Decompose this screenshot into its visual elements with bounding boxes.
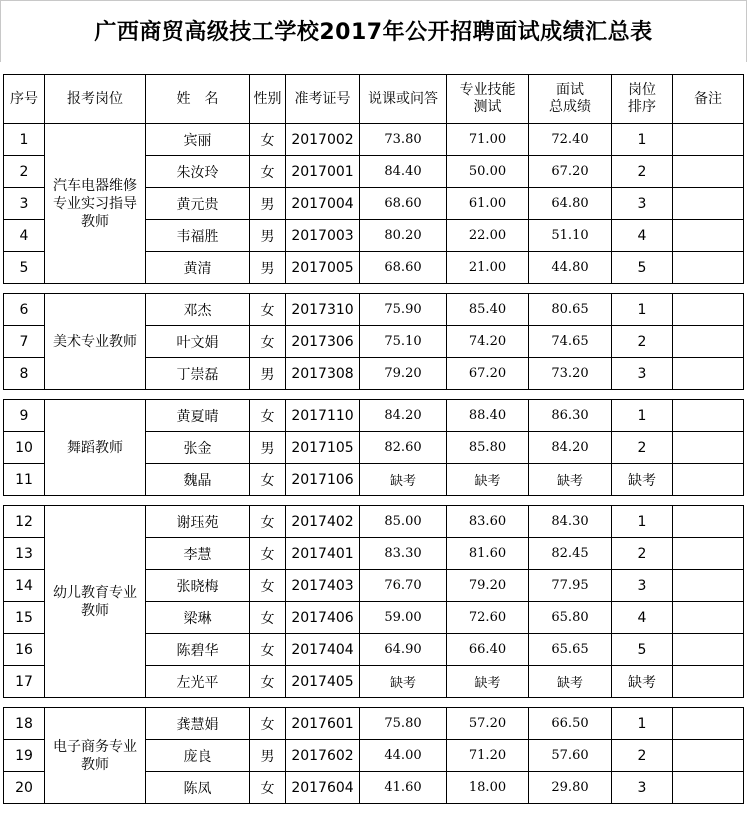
gender-cell: 女	[250, 124, 286, 156]
header-seq: 序号	[4, 75, 45, 124]
rank-cell: 1	[612, 708, 673, 740]
lecture-score-cell: 75.90	[360, 294, 447, 326]
skill-score-cell: 22.00	[447, 220, 529, 252]
position-cell	[45, 400, 146, 496]
skill-score-cell: 缺考	[447, 464, 529, 496]
remarks-cell	[673, 188, 744, 220]
skill-score-cell: 缺考	[447, 666, 529, 698]
seq-cell: 5	[4, 252, 45, 284]
remarks-cell	[673, 506, 744, 538]
rank-cell: 4	[612, 602, 673, 634]
name-cell: 李慧	[146, 538, 250, 570]
gender-cell: 女	[250, 634, 286, 666]
skill-score-cell: 81.60	[447, 538, 529, 570]
rank-cell: 缺考	[612, 666, 673, 698]
skill-score-cell: 57.20	[447, 708, 529, 740]
skill-score-cell: 21.00	[447, 252, 529, 284]
header-remarks: 备注	[673, 75, 744, 124]
skill-score-cell: 71.20	[447, 740, 529, 772]
header-rank-line1: 岗位	[628, 82, 656, 98]
remarks-cell	[673, 666, 744, 698]
remarks-cell	[673, 124, 744, 156]
remarks-cell	[673, 708, 744, 740]
skill-score-cell: 50.00	[447, 156, 529, 188]
position-line: 电子商务专业	[53, 738, 137, 755]
skill-score-cell: 83.60	[447, 506, 529, 538]
exam-no-cell: 2017306	[286, 326, 360, 358]
group-separator	[4, 284, 744, 294]
rank-cell: 2	[612, 432, 673, 464]
lecture-score-cell: 44.00	[360, 740, 447, 772]
name-cell: 丁崇磊	[146, 358, 250, 390]
remarks-cell	[673, 602, 744, 634]
name-cell: 谢珏苑	[146, 506, 250, 538]
seq-cell: 13	[4, 538, 45, 570]
separator-cell	[4, 496, 744, 506]
lecture-score-cell: 80.20	[360, 220, 447, 252]
skill-score-cell: 18.00	[447, 772, 529, 804]
total-score-cell: 57.60	[529, 740, 612, 772]
rank-cell: 缺考	[612, 464, 673, 496]
remarks-cell	[673, 220, 744, 252]
lecture-score-cell: 84.40	[360, 156, 447, 188]
skill-score-cell: 71.00	[447, 124, 529, 156]
separator-cell	[4, 698, 744, 708]
rank-cell: 5	[612, 252, 673, 284]
total-score-cell: 84.30	[529, 506, 612, 538]
exam-no-cell: 2017602	[286, 740, 360, 772]
rank-cell: 1	[612, 124, 673, 156]
name-cell: 宾丽	[146, 124, 250, 156]
name-cell: 朱汝玲	[146, 156, 250, 188]
gender-cell: 男	[250, 358, 286, 390]
page-title: 广西商贸高级技工学校2017年公开招聘面试成绩汇总表	[0, 0, 747, 62]
gender-cell: 男	[250, 252, 286, 284]
rank-cell: 5	[612, 634, 673, 666]
remarks-cell	[673, 358, 744, 390]
total-score-cell: 51.10	[529, 220, 612, 252]
name-cell: 庞良	[146, 740, 250, 772]
total-score-cell: 缺考	[529, 666, 612, 698]
rank-cell: 2	[612, 740, 673, 772]
header-total-line1: 面试	[556, 82, 584, 98]
lecture-score-cell: 64.90	[360, 634, 447, 666]
total-score-cell: 80.65	[529, 294, 612, 326]
gender-cell: 女	[250, 538, 286, 570]
name-cell: 黄元贵	[146, 188, 250, 220]
exam-no-cell: 2017403	[286, 570, 360, 602]
skill-score-cell: 61.00	[447, 188, 529, 220]
position-line: 教师	[81, 213, 109, 230]
lecture-score-cell: 75.80	[360, 708, 447, 740]
name-cell: 陈凤	[146, 772, 250, 804]
lecture-score-cell: 59.00	[360, 602, 447, 634]
skill-score-cell: 85.80	[447, 432, 529, 464]
remarks-cell	[673, 252, 744, 284]
skill-score-cell: 74.20	[447, 326, 529, 358]
seq-cell: 11	[4, 464, 45, 496]
gender-cell: 女	[250, 772, 286, 804]
lecture-score-cell: 缺考	[360, 464, 447, 496]
gender-cell: 男	[250, 432, 286, 464]
position-line: 汽车电器维修	[53, 177, 137, 194]
exam-no-cell: 2017406	[286, 602, 360, 634]
gender-cell: 男	[250, 220, 286, 252]
skill-score-cell: 79.20	[447, 570, 529, 602]
lecture-score-cell: 缺考	[360, 666, 447, 698]
seq-cell: 20	[4, 772, 45, 804]
seq-cell: 7	[4, 326, 45, 358]
total-score-cell: 65.80	[529, 602, 612, 634]
name-cell: 魏晶	[146, 464, 250, 496]
exam-no-cell: 2017604	[286, 772, 360, 804]
seq-cell: 17	[4, 666, 45, 698]
lecture-score-cell: 75.10	[360, 326, 447, 358]
exam-no-cell: 2017310	[286, 294, 360, 326]
table-row	[4, 294, 744, 326]
position-cell	[45, 294, 146, 390]
remarks-cell	[673, 326, 744, 358]
skill-score-cell: 88.40	[447, 400, 529, 432]
rank-cell: 2	[612, 156, 673, 188]
position-cell	[45, 708, 146, 804]
exam-no-cell: 2017402	[286, 506, 360, 538]
seq-cell: 2	[4, 156, 45, 188]
lecture-score-cell: 84.20	[360, 400, 447, 432]
exam-no-cell: 2017106	[286, 464, 360, 496]
position-cell	[45, 124, 146, 284]
remarks-cell	[673, 156, 744, 188]
header-row	[4, 75, 744, 124]
seq-cell: 8	[4, 358, 45, 390]
total-score-cell: 86.30	[529, 400, 612, 432]
seq-cell: 3	[4, 188, 45, 220]
gender-cell: 女	[250, 602, 286, 634]
position-line: 美术专业教师	[53, 333, 137, 350]
header-rank-line2: 排序	[628, 99, 656, 115]
header-skill	[447, 75, 529, 124]
header-exam-no: 准考证号	[286, 75, 360, 124]
exam-no-cell: 2017105	[286, 432, 360, 464]
separator-cell	[4, 390, 744, 400]
name-cell: 左光平	[146, 666, 250, 698]
rank-cell: 2	[612, 326, 673, 358]
name-cell: 龚慧娟	[146, 708, 250, 740]
name-cell: 张晓梅	[146, 570, 250, 602]
lecture-score-cell: 68.60	[360, 252, 447, 284]
name-cell: 韦福胜	[146, 220, 250, 252]
exam-no-cell: 2017401	[286, 538, 360, 570]
total-score-cell: 84.20	[529, 432, 612, 464]
position-line: 专业实习指导	[53, 195, 137, 212]
table-row	[4, 506, 744, 538]
results-table	[3, 74, 744, 804]
total-score-cell: 65.65	[529, 634, 612, 666]
table-row	[4, 124, 744, 156]
header-lecture: 说课或问答	[360, 75, 447, 124]
remarks-cell	[673, 538, 744, 570]
lecture-score-cell: 82.60	[360, 432, 447, 464]
gender-cell: 女	[250, 326, 286, 358]
header-skill-line2: 测试	[473, 99, 502, 115]
total-score-cell: 64.80	[529, 188, 612, 220]
skill-score-cell: 67.20	[447, 358, 529, 390]
gender-cell: 女	[250, 464, 286, 496]
name-cell: 梁琳	[146, 602, 250, 634]
table-row	[4, 708, 744, 740]
header-name: 姓 名	[146, 75, 250, 124]
name-cell: 黄清	[146, 252, 250, 284]
seq-cell: 12	[4, 506, 45, 538]
total-score-cell: 29.80	[529, 772, 612, 804]
rank-cell: 3	[612, 570, 673, 602]
remarks-cell	[673, 772, 744, 804]
gender-cell: 女	[250, 666, 286, 698]
remarks-cell	[673, 570, 744, 602]
lecture-score-cell: 68.60	[360, 188, 447, 220]
header-total-line2: 总成绩	[549, 99, 591, 115]
header-skill-line1: 专业技能	[459, 82, 516, 98]
position-line: 舞蹈教师	[67, 439, 123, 456]
header-position: 报考岗位	[45, 75, 146, 124]
group-separator	[4, 698, 744, 708]
exam-no-cell: 2017110	[286, 400, 360, 432]
position-line: 幼儿教育专业	[53, 584, 137, 601]
exam-no-cell: 2017001	[286, 156, 360, 188]
name-cell: 黄夏晴	[146, 400, 250, 432]
name-cell: 陈碧华	[146, 634, 250, 666]
exam-no-cell: 2017404	[286, 634, 360, 666]
gender-cell: 女	[250, 294, 286, 326]
exam-no-cell: 2017005	[286, 252, 360, 284]
seq-cell: 18	[4, 708, 45, 740]
remarks-cell	[673, 634, 744, 666]
gender-cell: 女	[250, 708, 286, 740]
gender-cell: 男	[250, 188, 286, 220]
seq-cell: 16	[4, 634, 45, 666]
lecture-score-cell: 76.70	[360, 570, 447, 602]
seq-cell: 15	[4, 602, 45, 634]
skill-score-cell: 85.40	[447, 294, 529, 326]
seq-cell: 6	[4, 294, 45, 326]
name-cell: 张金	[146, 432, 250, 464]
remarks-cell	[673, 294, 744, 326]
seq-cell: 19	[4, 740, 45, 772]
rank-cell: 4	[612, 220, 673, 252]
separator-cell	[4, 284, 744, 294]
rank-cell: 3	[612, 188, 673, 220]
rank-cell: 3	[612, 358, 673, 390]
lecture-score-cell: 79.20	[360, 358, 447, 390]
skill-score-cell: 72.60	[447, 602, 529, 634]
rank-cell: 1	[612, 400, 673, 432]
seq-cell: 10	[4, 432, 45, 464]
remarks-cell	[673, 740, 744, 772]
rank-cell: 1	[612, 294, 673, 326]
name-cell: 叶文娟	[146, 326, 250, 358]
rank-cell: 2	[612, 538, 673, 570]
rank-cell: 3	[612, 772, 673, 804]
lecture-score-cell: 41.60	[360, 772, 447, 804]
lecture-score-cell: 73.80	[360, 124, 447, 156]
lecture-score-cell: 85.00	[360, 506, 447, 538]
remarks-cell	[673, 432, 744, 464]
total-score-cell: 74.65	[529, 326, 612, 358]
position-line: 教师	[81, 602, 109, 619]
total-score-cell: 72.40	[529, 124, 612, 156]
position-line: 教师	[81, 756, 109, 773]
exam-no-cell: 2017601	[286, 708, 360, 740]
total-score-cell: 67.20	[529, 156, 612, 188]
exam-no-cell: 2017004	[286, 188, 360, 220]
gender-cell: 女	[250, 156, 286, 188]
exam-no-cell: 2017308	[286, 358, 360, 390]
header-gender: 性别	[250, 75, 286, 124]
rank-cell: 1	[612, 506, 673, 538]
total-score-cell: 66.50	[529, 708, 612, 740]
skill-score-cell: 66.40	[447, 634, 529, 666]
seq-cell: 4	[4, 220, 45, 252]
position-cell	[45, 506, 146, 698]
group-separator	[4, 496, 744, 506]
total-score-cell: 缺考	[529, 464, 612, 496]
header-total	[529, 75, 612, 124]
lecture-score-cell: 83.30	[360, 538, 447, 570]
total-score-cell: 82.45	[529, 538, 612, 570]
gender-cell: 女	[250, 570, 286, 602]
seq-cell: 9	[4, 400, 45, 432]
exam-no-cell: 2017405	[286, 666, 360, 698]
results-body	[4, 124, 744, 804]
exam-no-cell: 2017003	[286, 220, 360, 252]
seq-cell: 14	[4, 570, 45, 602]
remarks-cell	[673, 400, 744, 432]
remarks-cell	[673, 464, 744, 496]
total-score-cell: 44.80	[529, 252, 612, 284]
exam-no-cell: 2017002	[286, 124, 360, 156]
gender-cell: 男	[250, 740, 286, 772]
total-score-cell: 77.95	[529, 570, 612, 602]
seq-cell: 1	[4, 124, 45, 156]
table-row	[4, 400, 744, 432]
group-separator	[4, 390, 744, 400]
gender-cell: 女	[250, 400, 286, 432]
total-score-cell: 73.20	[529, 358, 612, 390]
gender-cell: 女	[250, 506, 286, 538]
header-rank	[612, 75, 673, 124]
name-cell: 邓杰	[146, 294, 250, 326]
